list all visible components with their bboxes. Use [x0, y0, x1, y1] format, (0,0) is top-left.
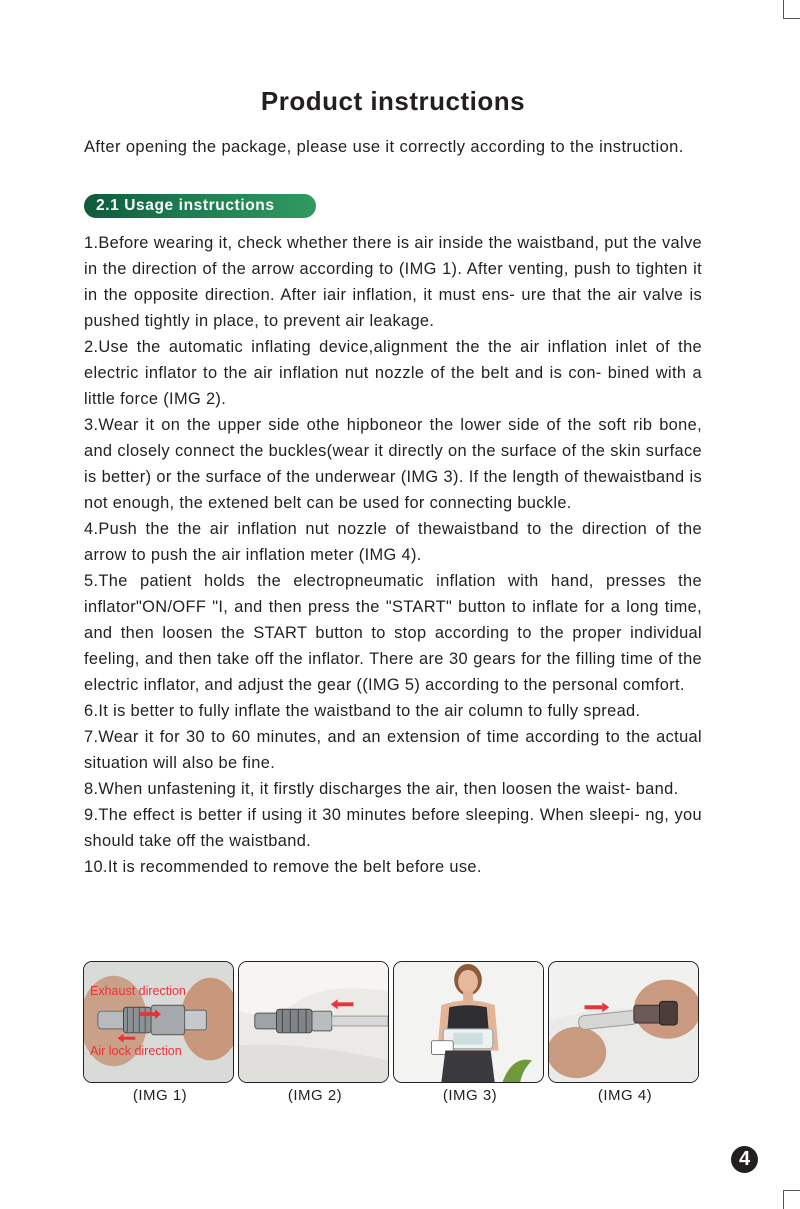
page-number: 4	[731, 1146, 758, 1173]
step-1: 1.Before wearing it, check whether there is air inside the waistband, put the valve in the direction of the arrow according to (IMG 1). After venting, push to tighten it in the opposite direction. After iair inflation, it must ens- ure that the air valve is pushed tightly in place, to prevent air leakage.	[84, 234, 702, 330]
step-9: 9.The effect is better if using it 30 minutes before sleeping. When sleepi- ng, you should take off the waistband.	[84, 806, 702, 850]
img4-push-photo	[548, 961, 699, 1083]
step-4: 4.Push the the air inflation nut nozzle of thewaistband to the direction of the arrow to push the air inflation meter (IMG 4).	[84, 520, 702, 564]
page-title: Product instructions	[260, 86, 526, 116]
section-badge: 2.1 Usage instructions	[84, 194, 316, 218]
img1-airlock-label: Air lock direction	[90, 1044, 182, 1058]
step-7: 7.Wear it for 30 to 60 minutes, and an extension of time according to the actual situation will also be fine.	[84, 728, 702, 772]
step-6: 6.It is better to fully inflate the waistband to the air column to fully spread.	[84, 702, 641, 720]
crop-mark-bottom-right	[783, 1190, 800, 1209]
img3-wearing-photo	[393, 961, 544, 1083]
img3-caption: (IMG 3)	[442, 1087, 498, 1104]
img1-valve-photo	[83, 961, 234, 1083]
img4-caption: (IMG 4)	[597, 1087, 653, 1104]
img1-exhaust-label: Exhaust direction	[90, 984, 186, 998]
step-10: 10.It is recommended to remove the belt before use.	[84, 858, 482, 876]
intro-paragraph: After opening the package, please use it correctly according to the instruction.	[84, 138, 684, 156]
step-5: 5.The patient holds the electropneumatic inflation with hand, presses the inflator"ON/OFF "I, and then press the "START" button to inflate for a long time, and then loosen the START button to stop according to the proper individual feeling, and then take off the inflator. There are 30 gears for the filling time of the electric inflator, and adjust the gear ((IMG 5) according to the personal comfort.	[84, 572, 702, 694]
img2-caption: (IMG 2)	[287, 1087, 343, 1104]
crop-mark-top-right	[783, 0, 800, 19]
step-2: 2.Use the automatic inflating device,alignment the the air inflation inlet of the electric inflator to the air inflation nut nozzle of the belt and is con- bined with a little force (IMG 2).	[84, 338, 702, 408]
step-3: 3.Wear it on the upper side othe hipboneor the lower side of the soft rib bone, and closely connect the buckles(wear it directly on the surface of the skin surface is better) or the surface of the underwear (IMG 3). If the length of thewaistband is not enough, the extened belt can be used for connecting buckle.	[84, 416, 702, 512]
img2-inflator-photo	[238, 961, 389, 1083]
img1-caption: (IMG 1)	[132, 1087, 188, 1104]
steps-list	[84, 230, 702, 880]
step-8: 8.When unfastening it, it firstly discharges the air, then loosen the waist- band.	[84, 780, 679, 798]
